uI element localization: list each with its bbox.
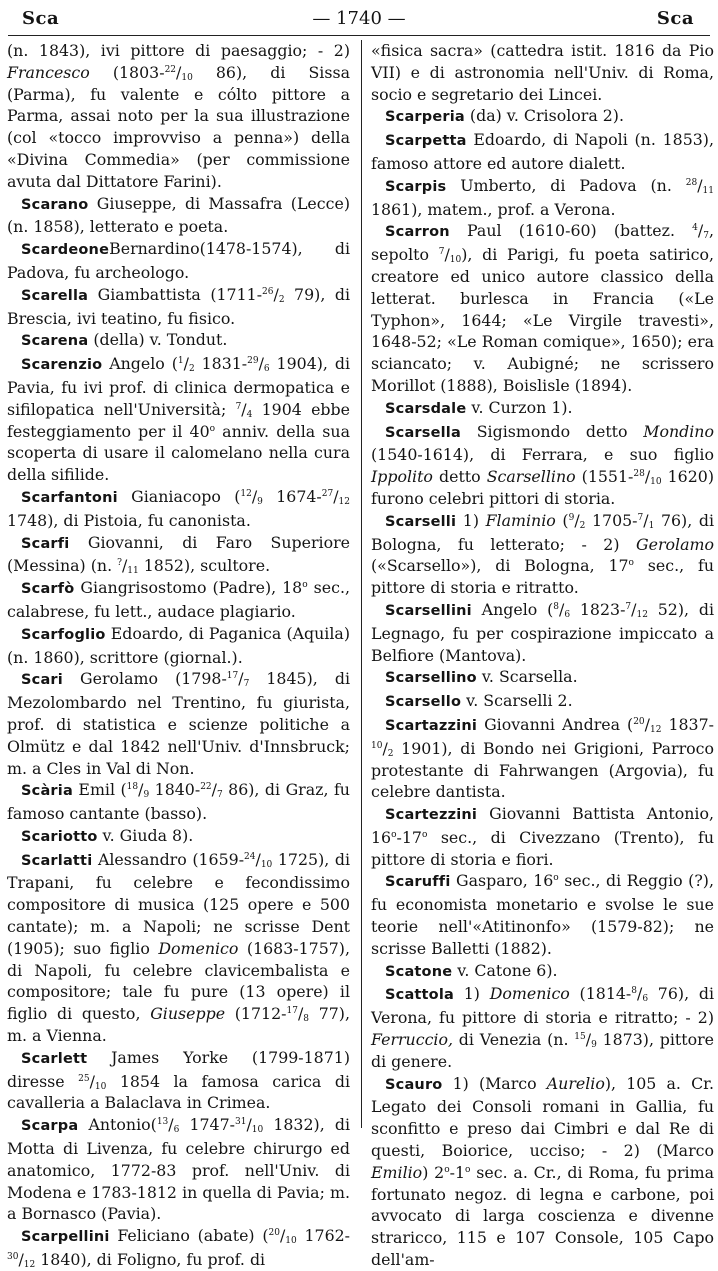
entry-headword: Scarsellini	[385, 602, 472, 619]
entry-text: detto	[432, 467, 487, 487]
entry-text: sec., di Reggio (?), fu economista monetario e svolse le sue teorie nell'«Atitinonfo» (1579-82); ne scrisse Balletti (1882).	[371, 871, 714, 958]
date-subscript: 2	[278, 294, 285, 305]
date-subscript: 10	[181, 72, 193, 83]
dictionary-entry	[371, 105, 714, 129]
entry-text: /	[168, 1115, 174, 1135]
entry-text: ), di Parigi, fu poeta satirico, creatore ed unico autore classico della letterat. burlesca in Francia («Le Typhon», 1644; «Le Virgile travesti», 1648-52; «Le Roman comique», 1650); era sciancato; v. Aubigné; ne scrissero Morillot (1888), Boislisle (1894).	[371, 245, 714, 395]
entry-text: 1)	[456, 510, 486, 530]
date-superscript: 27	[321, 488, 334, 499]
entry-text: /	[643, 510, 649, 530]
entry-text: 1823-	[570, 599, 626, 619]
entry-text: Giambattista (1711-	[88, 284, 263, 304]
entry-headword: Scarlett	[21, 1050, 88, 1067]
entry-text: Alessandro (1659-	[92, 849, 245, 869]
entry-text: /	[246, 1115, 252, 1135]
entry-text: /	[382, 738, 388, 758]
dictionary-entry	[7, 1114, 350, 1225]
entry-text: /	[176, 62, 182, 82]
entry-text: v. Catone 6).	[452, 960, 558, 980]
dictionary-entry	[371, 1073, 714, 1271]
entry-text: 1901), di Bondo nei Grigioni, Parroco protestante di Fahrwangen (Argovia), fu celebre dantista.	[371, 738, 714, 802]
entry-text: 1620) furono celebri pittori di storia.	[371, 467, 714, 508]
date-superscript: o	[628, 558, 634, 569]
entry-text: -1	[449, 1162, 466, 1182]
entry-headword: Scarsello	[385, 694, 462, 711]
italic-name: Mondino	[643, 421, 714, 441]
italic-name: Aurelio	[546, 1073, 605, 1093]
entry-headword: Scarfi	[21, 535, 70, 552]
entry-headword: Scarfò	[21, 581, 75, 598]
entry-text: di Venezia (n.	[453, 1030, 575, 1050]
entry-text: Giuseppe, di Massafra (Lecce) (n. 1858), letterato e poeta.	[7, 193, 350, 237]
date-superscript: 9	[568, 512, 575, 523]
entry-text: anniv. della sua scoperta di usare il calomelano nella cura della sifilide.	[7, 421, 350, 485]
dictionary-entry	[7, 779, 350, 825]
entry-text: /	[644, 714, 650, 734]
date-superscript: 29	[247, 356, 259, 367]
entry-text: /	[241, 399, 247, 419]
entry-text: Gasparo, 16	[450, 871, 554, 891]
dictionary-entry	[7, 486, 350, 532]
entry-headword: Scarperia	[385, 109, 465, 126]
date-subscript: 12	[636, 609, 648, 620]
entry-text: Gianiacopo (	[117, 486, 241, 506]
entry-text: Giovanni Battista Antonio, 16	[371, 804, 714, 847]
date-subscript: 10	[650, 477, 662, 488]
date-superscript: 17	[286, 1006, 298, 1017]
dictionary-entry	[371, 510, 714, 599]
date-superscript: o	[209, 423, 216, 434]
entry-headword: Scarpis	[385, 178, 447, 195]
entry-text: /	[585, 1030, 592, 1050]
date-superscript: 8	[553, 601, 559, 612]
date-superscript: 17	[226, 671, 239, 682]
entry-headword: Scarano	[21, 196, 89, 213]
entry-text: 1854 la famosa carica di cavalleria a Balaclava in Crimea.	[7, 1071, 350, 1113]
entry-headword: Scarfantoni	[21, 489, 118, 506]
entry-headword: Scatone	[385, 963, 453, 980]
entry-text: sec., fu pittore di storia e ritratto.	[371, 556, 714, 598]
dictionary-entry	[371, 220, 714, 396]
entry-text: Feliciano (abate) (	[109, 1226, 269, 1246]
dictionary-entry	[371, 666, 714, 690]
date-superscript: 18	[126, 782, 139, 793]
entry-text: (	[555, 510, 569, 530]
entry-text: 52), di Legnago, fu per cospirazione impiccato a Belfiore (Mantova).	[371, 599, 715, 665]
entry-text: /	[637, 984, 643, 1004]
date-subscript: 6	[263, 364, 270, 375]
entry-text: Giovanni, di Faro Superiore (Messina) (n.	[7, 532, 350, 576]
date-superscript: o	[553, 873, 559, 884]
entry-headword: Scaruffi	[385, 874, 451, 891]
entry-text: /	[89, 1071, 95, 1091]
entry-headword: Scarsdale	[385, 400, 467, 417]
entry-text: (1551-	[575, 467, 634, 487]
date-subscript: 2	[387, 748, 394, 759]
entry-text: /	[697, 221, 704, 241]
entry-text: Umberto, di Padova (n.	[446, 175, 686, 195]
entry-headword: Scarselli	[385, 513, 457, 530]
date-superscript: 31	[234, 1117, 247, 1128]
italic-name: Scarsellino	[486, 467, 576, 487]
date-subscript: 10	[251, 1125, 264, 1136]
italic-name: Francesco	[7, 62, 90, 82]
dictionary-entry	[371, 175, 714, 221]
date-subscript: 7	[703, 231, 709, 242]
entry-text: Edoardo, di Napoli (n. 1853), famoso attore ed autore dialett.	[371, 130, 714, 173]
entry-text: v. Giuda 8).	[97, 825, 194, 845]
date-superscript: o	[444, 1164, 450, 1175]
date-subscript: 7	[216, 790, 223, 801]
entry-headword: Scària	[21, 783, 73, 800]
italic-name: Gerolamo	[636, 534, 714, 554]
entry-headword: Scattola	[385, 987, 455, 1004]
entry-text: /	[255, 849, 261, 869]
date-superscript: 28	[633, 469, 645, 480]
entry-text: 1725), di Trapani, fu celebre e fecondissimo compositore di musica (125 opere e 500 cantate); m. a Napoli; ne scrisse Dent (1905); suo figlio	[7, 849, 350, 958]
entry-text: /	[238, 669, 244, 689]
date-superscript: 20	[268, 1228, 280, 1239]
entry-headword: Scarpellini	[21, 1229, 110, 1246]
entry-text: (1683-1757), di Napoli, fu celebre clavicembalista e compositore; tale fu pure (13 opere) il figlio di questo,	[7, 938, 350, 1024]
entry-text: /	[279, 1226, 286, 1246]
entry-text: 1748), di Pistoia, fu canonista.	[7, 510, 251, 530]
entry-text: Giovanni Andrea (	[477, 714, 634, 734]
entry-headword: Scartezzini	[385, 807, 478, 824]
entry-headword: Scauro	[385, 1076, 443, 1093]
header-right-guide-word: Sca	[656, 8, 694, 29]
dictionary-entry	[7, 353, 350, 486]
date-superscript: 7	[438, 247, 445, 258]
entry-headword: Scari	[21, 672, 63, 689]
dictionary-entry	[7, 193, 350, 239]
entry-text: 1705-	[585, 510, 638, 530]
entry-text: (della) v. Tondut.	[88, 330, 228, 350]
dictionary-entry	[7, 329, 350, 353]
italic-name: Ferruccio,	[371, 1030, 454, 1050]
entry-text: 1840), di Foligno, fu prof. di	[35, 1250, 266, 1270]
running-header	[0, 8, 718, 36]
entry-headword: Scarfoglio	[21, 626, 106, 643]
entry-text: /	[18, 1250, 24, 1270]
date-superscript: 15	[574, 1032, 586, 1043]
entry-text: 76), di Verona, fu pittore di storia e ritratto; - 2)	[371, 984, 714, 1028]
entry-text: sec. a. Cr., di Roma, fu prima fortunato negoz. di legna e carbone, poi avvocato di larga coscienza e divenne straricco, 115 e 107 Console, 105 Capo dell'am-	[371, 1162, 714, 1270]
date-subscript: 12	[338, 496, 350, 507]
date-subscript: 6	[173, 1125, 180, 1136]
dictionary-entry	[371, 599, 714, 666]
dictionary-entry	[7, 1047, 350, 1114]
date-subscript: 12	[23, 1260, 36, 1271]
date-superscript: 24	[244, 851, 256, 862]
date-subscript: 2	[579, 520, 586, 531]
date-subscript: 4	[246, 409, 253, 420]
entry-text: 1)	[454, 984, 490, 1004]
entry-headword: Scarlatti	[21, 852, 93, 869]
date-subscript: 10	[449, 255, 462, 266]
entry-text: 1904), di Pavia, fu ivi prof. di clinica dermopatica e sifilopatica nell'Università;	[7, 354, 351, 419]
entry-headword: Scarpa	[21, 1118, 79, 1135]
entry-text: ), 105 a. Cr. Legato dei Consoli romani in Gallia, fu sconfitto e preso dai Cimbri e dal Re di questi, Boiorice, ucciso; - 2) (Marco	[371, 1073, 714, 1161]
dictionary-entry	[371, 714, 714, 803]
date-superscript: 25	[78, 1073, 90, 1084]
entry-text: 1845), di Mezolombardo nel Trentino, fu giurista, prof. di statistica e scienze politiche a Olmütz e dal 1842 nell'Univ. d'Innsbruck; m. a Cles in Val di Non.	[7, 669, 350, 778]
italic-name: Emilio	[371, 1162, 423, 1182]
entry-headword: Scarpetta	[385, 133, 467, 150]
entry-text: /	[251, 486, 258, 506]
dictionary-entry	[7, 238, 350, 284]
entry-headword: Scartazzini	[385, 717, 478, 734]
date-superscript: 30	[7, 1252, 19, 1263]
entry-text: /	[183, 354, 189, 374]
entry-text: (1814-	[569, 984, 632, 1004]
date-superscript: 26	[262, 286, 274, 297]
entry-text: (da) v. Crisolora 2).	[464, 106, 624, 126]
entry-text: 1674-	[262, 486, 322, 506]
entry-text: /	[558, 599, 565, 619]
entry-text: 1762-	[296, 1226, 351, 1246]
entry-text: sec., di Civezzano (Trento), fu pittore di storia e fiori.	[371, 827, 714, 869]
dictionary-entry	[371, 129, 714, 175]
entry-text: 1747-	[179, 1115, 235, 1135]
entry-headword: Scardeone	[21, 242, 110, 259]
dictionary-entry	[7, 284, 350, 330]
entry-text: v. Curzon 1).	[466, 397, 573, 417]
dictionary-entry	[371, 690, 714, 714]
date-subscript: 8	[303, 1014, 309, 1025]
date-superscript: o	[391, 829, 397, 840]
entry-text: -17	[396, 827, 422, 847]
entry-text: 1904 ebbe festeggiamento per il 40	[7, 399, 351, 441]
entry-headword: Scarsellino	[385, 670, 477, 687]
date-superscript: 7	[625, 601, 632, 612]
entry-headword: Scarella	[21, 287, 89, 304]
entry-text: 76), di Bologna, fu letterato; - 2)	[371, 510, 714, 554]
entry-text: 1852), scultore.	[138, 556, 271, 576]
entry-text: Gerolamo (1798-	[62, 669, 227, 689]
dictionary-entry	[371, 870, 714, 959]
entry-text: 1832), di Motta di Livenza, fu celebre chirurgo ed anatomico, 1772-83 prof. nell'Univ. di Modena e 1783-1812 in quella di Pavia; m. a Bornasco (Pavia).	[7, 1115, 350, 1224]
date-superscript: 1	[177, 356, 184, 367]
italic-name: Domenico	[158, 938, 239, 958]
date-superscript: 8	[631, 986, 637, 997]
date-superscript: 13	[156, 1117, 169, 1128]
entry-text: 1861), matem., prof. a Verona.	[371, 199, 616, 219]
date-subscript: 9	[257, 496, 263, 507]
date-superscript: 7	[637, 512, 644, 523]
entry-text: /	[121, 556, 128, 576]
dictionary-entry	[371, 983, 714, 1072]
date-superscript: 4	[692, 223, 698, 234]
date-subscript: 7	[243, 679, 250, 690]
header-rule	[8, 35, 710, 36]
header-left-guide-word: Sca	[22, 8, 60, 29]
dictionary-entry	[371, 421, 714, 510]
date-subscript: 10	[94, 1081, 107, 1092]
entry-text: Giangrisostomo (Padre), 18	[74, 578, 303, 598]
entry-text: (1712-	[225, 1004, 287, 1024]
entry-text: /	[333, 486, 339, 506]
entry-text: 1840-	[149, 780, 201, 800]
entry-text: /	[211, 780, 217, 800]
entry-text: /	[631, 599, 637, 619]
italic-name: Giuseppe	[150, 1004, 226, 1024]
entry-text: Antonio(	[78, 1115, 157, 1135]
entry-text: Angelo (	[471, 599, 554, 619]
entry-text: Angelo (	[102, 354, 178, 374]
dictionary-entry	[371, 960, 714, 984]
entry-text: 1831-	[194, 354, 248, 374]
entry-text: /	[297, 1004, 304, 1024]
entry-text: /	[697, 175, 703, 195]
entry-text: 79), di Brescia, ivi teatino, fu fisico.	[7, 284, 350, 328]
date-subscript: 6	[564, 609, 571, 620]
date-superscript: 20	[633, 716, 645, 727]
entry-text: v. Scarselli 2.	[461, 691, 573, 711]
left-column	[7, 40, 351, 1271]
entry-text: Sigismondo detto	[460, 421, 644, 441]
entry-text: Paul (1610-60) (battez.	[449, 221, 693, 241]
entry-continuation	[371, 40, 714, 105]
italic-name: Ippolito	[371, 467, 433, 487]
entry-text: sec., calabrese, fu lett., audace plagiario.	[7, 578, 350, 621]
entry-text: (n. 1843), ivi pittore di paesaggio; - 2)	[7, 41, 350, 60]
italic-name: Domenico	[489, 984, 570, 1004]
dictionary-entry	[7, 849, 350, 1047]
date-superscript: 10	[371, 740, 383, 751]
date-superscript: 22	[164, 64, 177, 75]
date-superscript: o	[302, 580, 308, 591]
entry-text: 86), di Sissa (Parma), fu valente e cólto pittore a Parma, assai noto per la sua illustrazione (col «tocco improvviso a penna») della «Divina Commedia» (per commissione avuta dal Dittatore Farini).	[7, 62, 350, 191]
date-superscript: 7	[235, 401, 242, 412]
entry-text: 1) (Marco	[442, 1073, 547, 1093]
entry-text: /	[258, 354, 264, 374]
date-superscript: o	[465, 1164, 471, 1175]
date-subscript: 10	[260, 859, 273, 870]
date-superscript: 28	[685, 177, 698, 188]
date-subscript: 9	[143, 790, 150, 801]
date-superscript: 22	[200, 782, 212, 793]
dictionary-entry	[7, 623, 350, 669]
dictionary-entry	[7, 668, 350, 779]
entry-text: 77), m. a Vienna.	[7, 1004, 350, 1046]
entry-text: /	[273, 284, 279, 304]
entry-headword: Scariotto	[21, 828, 98, 845]
entry-text: /	[644, 467, 651, 487]
entry-text: 1873), pittore di genere.	[371, 1030, 715, 1071]
date-subscript: 2	[188, 364, 195, 375]
entry-text: (1540-1614), di Ferrara, e suo figlio	[371, 445, 714, 465]
right-column	[371, 40, 715, 1270]
date-subscript: 6	[642, 994, 649, 1005]
entry-headword: Scarron	[385, 224, 450, 241]
date-superscript: ?	[117, 558, 122, 569]
entry-text: («Scarsello»), di Bologna, 17	[371, 556, 629, 576]
date-subscript: 10	[285, 1236, 297, 1247]
entry-continuation	[7, 40, 350, 193]
date-subscript: 11	[702, 185, 714, 196]
entry-text: 1837-	[661, 714, 714, 734]
date-superscript: o	[421, 829, 428, 840]
entry-text: Emil (	[72, 780, 127, 800]
entry-text: Bernardino(1478-1574), di Padova, fu archeologo.	[7, 239, 350, 282]
dictionary-entry	[7, 1225, 350, 1271]
entry-text: /	[574, 510, 580, 530]
entry-text: 86), di Graz, fu famoso cantante (basso).	[7, 780, 350, 824]
entry-text: (1803-	[89, 62, 165, 82]
entry-headword: Scarsella	[385, 424, 461, 441]
entry-text: /	[444, 245, 450, 265]
entry-text: Edoardo, di Paganica (Aquila) (n. 1860), scrittore (giornal.).	[7, 623, 350, 667]
entry-headword: Scarenzio	[21, 357, 103, 374]
entry-text: James Yorke (1799-1871) diresse	[7, 1047, 350, 1091]
date-subscript: 11	[127, 566, 139, 577]
date-subscript: 12	[649, 724, 662, 735]
entry-text: «fisica sacra» (cattedra istit. 1816 da Pio VII) e di astronomia nell'Univ. di Roma, socio e segretario dei Lincei.	[371, 41, 714, 104]
column-divider	[361, 40, 362, 1128]
entry-headword: Scarena	[21, 333, 89, 350]
entry-text: ) 2	[422, 1162, 445, 1182]
dictionary-entry	[7, 532, 350, 578]
entry-text: , sepolto	[371, 221, 714, 265]
dictionary-entry	[7, 577, 350, 623]
date-subscript: 9	[591, 1040, 597, 1051]
dictionary-entry	[371, 803, 714, 870]
date-subscript: 1	[648, 520, 655, 531]
dictionary-entry	[371, 397, 714, 421]
page-number: — 1740 —	[312, 8, 406, 29]
entry-text: /	[138, 780, 144, 800]
date-superscript: 12	[240, 488, 252, 499]
entry-text: v. Scarsella.	[476, 667, 578, 687]
italic-name: Flaminio	[485, 510, 556, 530]
dictionary-entry	[7, 825, 350, 849]
